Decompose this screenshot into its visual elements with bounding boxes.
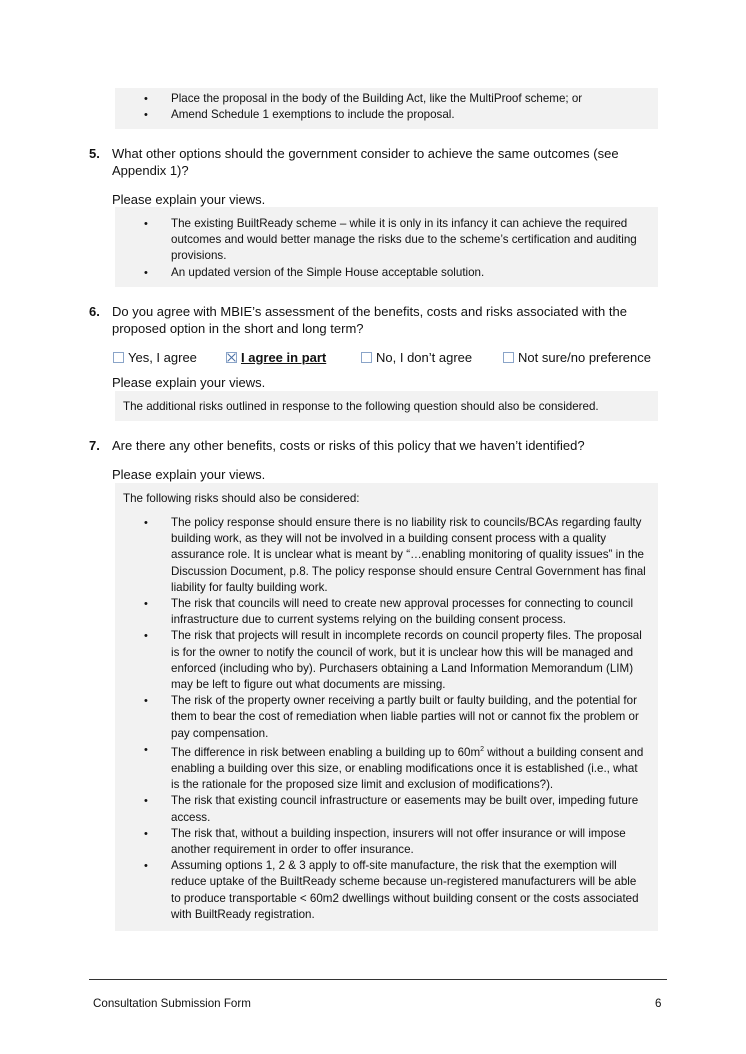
list-item: • Amend Schedule 1 exemptions to include the proposal. bbox=[144, 108, 455, 122]
answer-box-q5[interactable] bbox=[115, 207, 658, 287]
checked-checkbox-icon[interactable] bbox=[226, 352, 237, 363]
answer-box-q4-continued bbox=[115, 88, 658, 129]
list-item: • The risk of the property owner receiving a partly built or faulty building, and the potential for them to bear the cost of remediation when liable parties will not or cannot fix the problem or pay compensation. bbox=[144, 694, 639, 740]
list-item: • Place the proposal in the body of the Building Act, like the MultiProof scheme; or bbox=[144, 92, 583, 105]
list-item: • The risk that councils will need to create new approval processes for connecting to council infrastructure due to current systems relying on the building consent process. bbox=[144, 597, 634, 627]
question-number: 7. bbox=[89, 438, 100, 453]
footer-title: Consultation Submission Form bbox=[93, 997, 251, 1010]
answer-text: The additional risks outlined in response to the following question should also be considered. bbox=[123, 400, 599, 413]
footer-divider bbox=[89, 979, 667, 980]
list-item: • The policy response should ensure there is no liability risk to councils/BCAs regarding faulty building work, as they will not be involved in a building consent process with a quality assurance role. It is unclear what is meant by “…enabling monitoring of quality issues” in the Discussion Document, p.8. The policy response should ensure Central Government has final liability for faulty building work. bbox=[144, 516, 646, 594]
question-text: Do you agree with MBIE’s assessment of the benefits, costs and risks associated with the proposed option in the short and long term? bbox=[112, 304, 627, 336]
checkbox-icon[interactable] bbox=[503, 352, 514, 363]
list-item: • An updated version of the Simple House acceptable solution. bbox=[144, 265, 485, 279]
question-text: Are there any other benefits, costs or risks of this policy that we haven’t identified? bbox=[112, 438, 585, 453]
question-number: 5. bbox=[89, 146, 100, 161]
option-not-sure[interactable]: Not sure/no preference bbox=[503, 350, 651, 365]
list-item: • The risk that, without a building inspection, insurers will not offer insurance or will impose another requirement in order to offer insurance. bbox=[144, 826, 626, 856]
checkbox-icon[interactable] bbox=[361, 352, 372, 363]
option-no[interactable]: No, I don’t agree bbox=[361, 350, 472, 365]
list-item: • The risk that projects will result in incomplete records on council property files. The proposal is for the owner to notify the council of work, but it is unclear how this will be managed and enforced (including who by). Purchasers obtaining a Land Information Memorandum (LIM) may be left to figure out what documents are missing. bbox=[144, 629, 642, 692]
question-number: 6. bbox=[89, 304, 100, 319]
page-number: 6 bbox=[655, 997, 662, 1010]
list-item: • The difference in risk between enabling a building up to $60m^2$ without a building consent and enabling a building over this size, or enabling modifications once it is established (i.e., what is the rationale for the proposed size limit and exclusion of modifications?). bbox=[144, 743, 644, 792]
option-yes[interactable]: Yes, I agree bbox=[113, 350, 197, 365]
answer-intro: The following risks should also be considered: bbox=[123, 492, 360, 505]
list-item: • Assuming options 1, 2 & 3 apply to off-site manufacture, the risk that the exemption will reduce uptake of the BuiltReady scheme because un-registered manufacturers will be able to produce transportable < 60m2 dwellings without building consent or the costs associated with BuiltReady registration. bbox=[144, 859, 639, 921]
explain-label: Please explain your views. bbox=[112, 192, 266, 207]
explain-label: Please explain your views. bbox=[112, 375, 266, 390]
list-item: • The risk that existing council infrastructure or easements may be built over, impeding future access. bbox=[144, 794, 639, 824]
list-item: • The existing BuiltReady scheme – while it is only in its infancy it can achieve the required outcomes and would better manage the risks due to the scheme’s certification and auditing provisions. bbox=[144, 217, 637, 263]
answer-box-q6[interactable] bbox=[115, 391, 658, 421]
option-agree-in-part[interactable]: I agree in part bbox=[226, 350, 326, 365]
explain-label: Please explain your views. bbox=[112, 467, 266, 482]
checkbox-icon[interactable] bbox=[113, 352, 124, 363]
answer-box-q7[interactable] bbox=[115, 483, 658, 931]
question-text: What other options should the government consider to achieve the same outcomes (see Appendix 1)? bbox=[112, 146, 619, 178]
